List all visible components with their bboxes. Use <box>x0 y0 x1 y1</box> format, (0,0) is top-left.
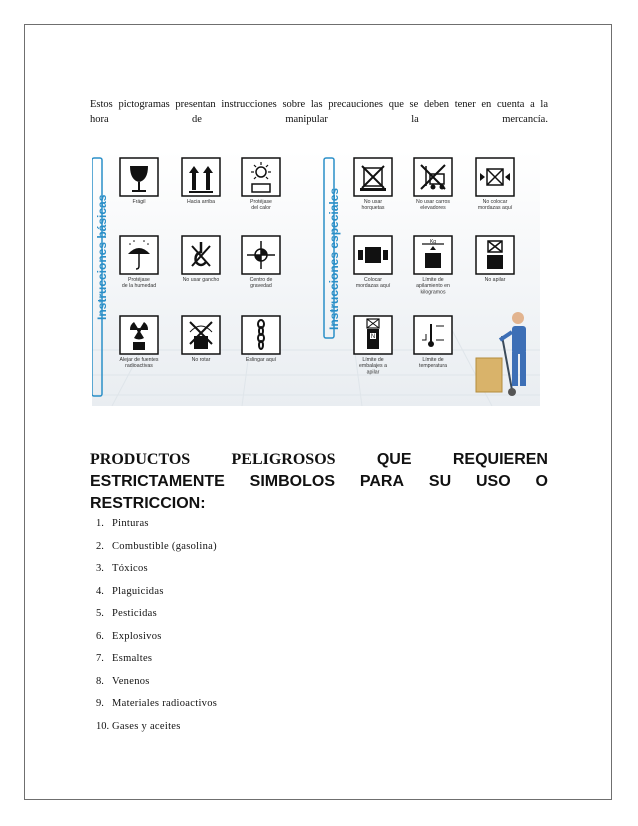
pictogram-caption: gravedad <box>250 283 272 290</box>
pictogram-caption: Hacia arriba <box>187 199 215 205</box>
pictogram-caption: No apilar <box>484 277 506 283</box>
list-item <box>96 697 217 720</box>
pictogram-caption: Frágil <box>132 199 146 205</box>
pictogram-caption: del calor <box>251 205 271 212</box>
list-text: Venenos <box>112 675 150 687</box>
heading-word: USO <box>475 473 511 490</box>
pictogram-caption: Centro de <box>249 277 273 283</box>
pictograms-svg <box>92 150 540 406</box>
heading-word: ESTRICTAMENTE <box>90 473 225 490</box>
list-item <box>96 562 217 585</box>
pictogram-caption: Eslingar aquí <box>245 357 277 363</box>
heading-word: QUE <box>376 451 412 468</box>
figure-background <box>92 150 540 406</box>
list-item <box>96 607 217 630</box>
list-text: Pinturas <box>112 518 149 529</box>
pictogram-caption: No usar gancho <box>182 277 220 283</box>
heading-word: SU <box>428 473 452 490</box>
pictogram-caption: Colocar <box>364 277 382 283</box>
pictogram-caption: elevadores <box>420 205 446 212</box>
list-number: 5. <box>96 608 104 619</box>
section-heading <box>90 451 548 515</box>
list-item <box>96 675 217 698</box>
list-item <box>96 720 217 743</box>
intro-word: de <box>192 114 202 125</box>
list-item <box>96 630 217 653</box>
pictogram-caption: de la humedad <box>121 283 157 290</box>
list-number: 10. <box>96 720 110 732</box>
products-list <box>96 517 217 742</box>
pictogram-caption: apilar <box>366 369 380 376</box>
heading-line-1 <box>90 451 548 471</box>
pictogram-caption: horquetas <box>361 205 385 212</box>
pictogram-caption: Protéjase <box>250 199 272 205</box>
pictogram-caption: apilamiento en <box>416 283 450 290</box>
pictogram-caption: No rotar <box>191 357 211 363</box>
pictogram-caption: No usar carros <box>415 199 451 205</box>
list-item <box>96 585 217 608</box>
pictogram-caption: radioactivas <box>125 363 153 370</box>
list-text: Esmaltes <box>112 653 153 664</box>
pictogram-caption: mordazas aquí <box>355 283 391 290</box>
list-text: Pesticidas <box>112 608 157 619</box>
pictograms-figure <box>92 150 540 406</box>
list-number: 3. <box>96 563 104 574</box>
intro-line-2 <box>90 112 548 127</box>
pictogram-caption: Límite de <box>422 277 444 283</box>
no-forklift-icon <box>414 158 452 211</box>
intro-paragraph <box>90 97 548 127</box>
group-label-basic: Instrucciones básicas <box>95 194 109 320</box>
intro-line-1: Estos pictogramas presentan instrucciones sobre las precauciones que se deben tener en cuenta a la <box>90 99 548 110</box>
radioactive-icon <box>120 316 159 369</box>
heading-word: O <box>535 473 548 490</box>
list-text: Tóxicos <box>112 563 148 574</box>
list-text: Explosivos <box>112 630 162 642</box>
list-text: Combustible (gasolina) <box>112 540 217 552</box>
weight-limit-icon <box>414 236 452 295</box>
list-text: Gases y aceites <box>112 720 181 732</box>
list-number: 8. <box>96 675 104 687</box>
pictogram-caption: temperatura <box>419 363 447 370</box>
pictogram-caption: Alejar de fuentes <box>119 357 159 363</box>
list-item <box>96 517 217 540</box>
stack-limit-icon <box>354 316 392 375</box>
group-label-special: Instrucciones especiales <box>327 187 341 330</box>
pictogram-caption: No usar <box>363 199 383 205</box>
list-text: Plaguicidas <box>112 585 164 597</box>
icon-label: N <box>370 334 376 340</box>
list-number: 6. <box>96 630 104 642</box>
heading-line-3: RESTRICCION: <box>90 495 206 512</box>
heading-line-2 <box>90 473 548 493</box>
pictogram-caption: mordazas aquí <box>477 205 513 212</box>
intro-word: hora <box>90 114 109 125</box>
heading-word: PRODUCTOS <box>90 451 191 468</box>
heading-word: REQUIEREN <box>452 451 548 468</box>
list-item <box>96 652 217 675</box>
list-number: 1. <box>96 518 104 529</box>
list-item <box>96 540 217 563</box>
pictogram-caption: No colocar <box>482 199 508 205</box>
pictogram-caption: Límite de <box>362 357 384 363</box>
intro-word: la <box>411 114 419 125</box>
heading-word: PELIGROSOS <box>231 451 336 468</box>
pictogram-caption: kilogramos <box>420 289 446 296</box>
list-text: Materiales radioactivos <box>112 698 218 709</box>
pictogram-caption: embalajes a <box>359 363 387 370</box>
list-number: 9. <box>96 698 104 709</box>
icon-label: Kg <box>429 239 437 245</box>
pictogram-caption: Límite de <box>422 357 444 363</box>
list-number: 4. <box>96 585 104 597</box>
intro-word: manipular <box>285 114 328 125</box>
heading-word: PARA <box>359 473 405 490</box>
heading-word: SIMBOLOS <box>249 473 336 490</box>
pictogram-caption: Protéjase <box>128 277 150 283</box>
list-number: 7. <box>96 653 104 664</box>
intro-word: mercancía. <box>502 114 548 125</box>
list-number: 2. <box>96 540 104 552</box>
